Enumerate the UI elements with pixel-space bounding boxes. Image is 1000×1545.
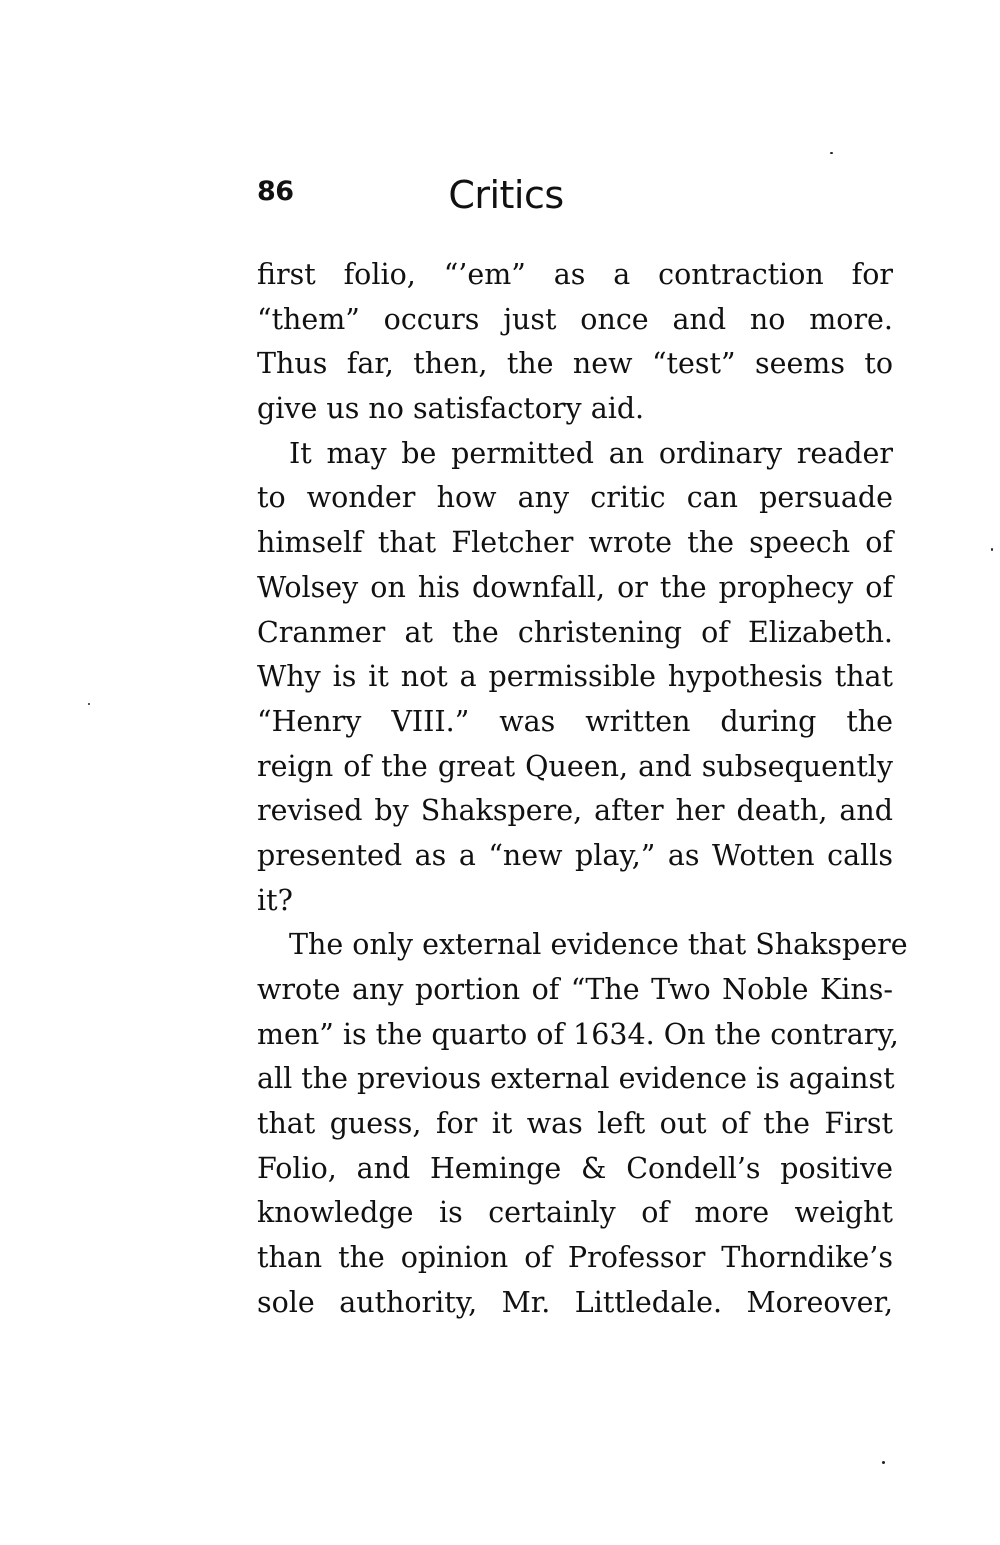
text-line: men” is the quarto of 1634. On the contrary, xyxy=(257,1017,899,1051)
scan-speck xyxy=(882,1461,885,1464)
text-line: than the opinion of Professor Thorndike’s xyxy=(257,1241,893,1275)
text-line: to wonder how any critic can persuade xyxy=(257,481,893,515)
text-line: wrote any portion of “The Two Noble Kins- xyxy=(257,973,893,1006)
text-line: himself that Fletcher wrote the speech of xyxy=(257,526,893,560)
text-line: revised by Shakspere, after her death, and xyxy=(257,794,893,828)
text-line: “Henry VIII.” was written during the xyxy=(257,704,893,738)
scan-speck xyxy=(88,703,90,705)
text-line: sole authority, Mr. Littledale. Moreover, xyxy=(257,1285,893,1319)
text-line: reign of the great Queen, and subsequently xyxy=(257,749,893,783)
paragraph-2 xyxy=(257,432,893,924)
scan-speck xyxy=(830,152,833,154)
paragraph-3 xyxy=(257,923,908,1325)
paragraph-1 xyxy=(257,253,893,432)
running-head xyxy=(0,170,1000,220)
scan-speck xyxy=(991,548,993,551)
text-line: knowledge is certainly of more weight xyxy=(257,1196,893,1230)
text-line: it? xyxy=(257,883,293,917)
text-line: Wolsey on his downfall, or the prophecy of xyxy=(257,570,893,604)
text-line: Cranmer at the christening of Elizabeth. xyxy=(257,615,893,649)
running-title: Critics xyxy=(448,173,564,217)
text-line: Thus far, then, the new “test” seems to xyxy=(257,347,893,381)
text-line: all the previous external evidence is against xyxy=(257,1062,895,1096)
text-line: It may be permitted an ordinary reader xyxy=(289,436,893,470)
text-line: that guess, for it was left out of the First xyxy=(257,1107,893,1141)
text-line: Why is it not a permissible hypothesis that xyxy=(257,660,893,694)
text-line: presented as a “new play,” as Wotten calls xyxy=(257,838,893,872)
body-text xyxy=(257,253,908,1326)
text-line: “them” occurs just once and no more. xyxy=(257,302,893,336)
text-line: Folio, and Heminge & Condell’s positive xyxy=(257,1151,893,1185)
text-line: give us no satisfactory aid. xyxy=(257,392,645,426)
text-line: first folio, “’em” as a contraction for xyxy=(257,258,893,291)
page-number: 86 xyxy=(257,176,294,207)
text-line: The only external evidence that Shakspere xyxy=(289,928,908,962)
